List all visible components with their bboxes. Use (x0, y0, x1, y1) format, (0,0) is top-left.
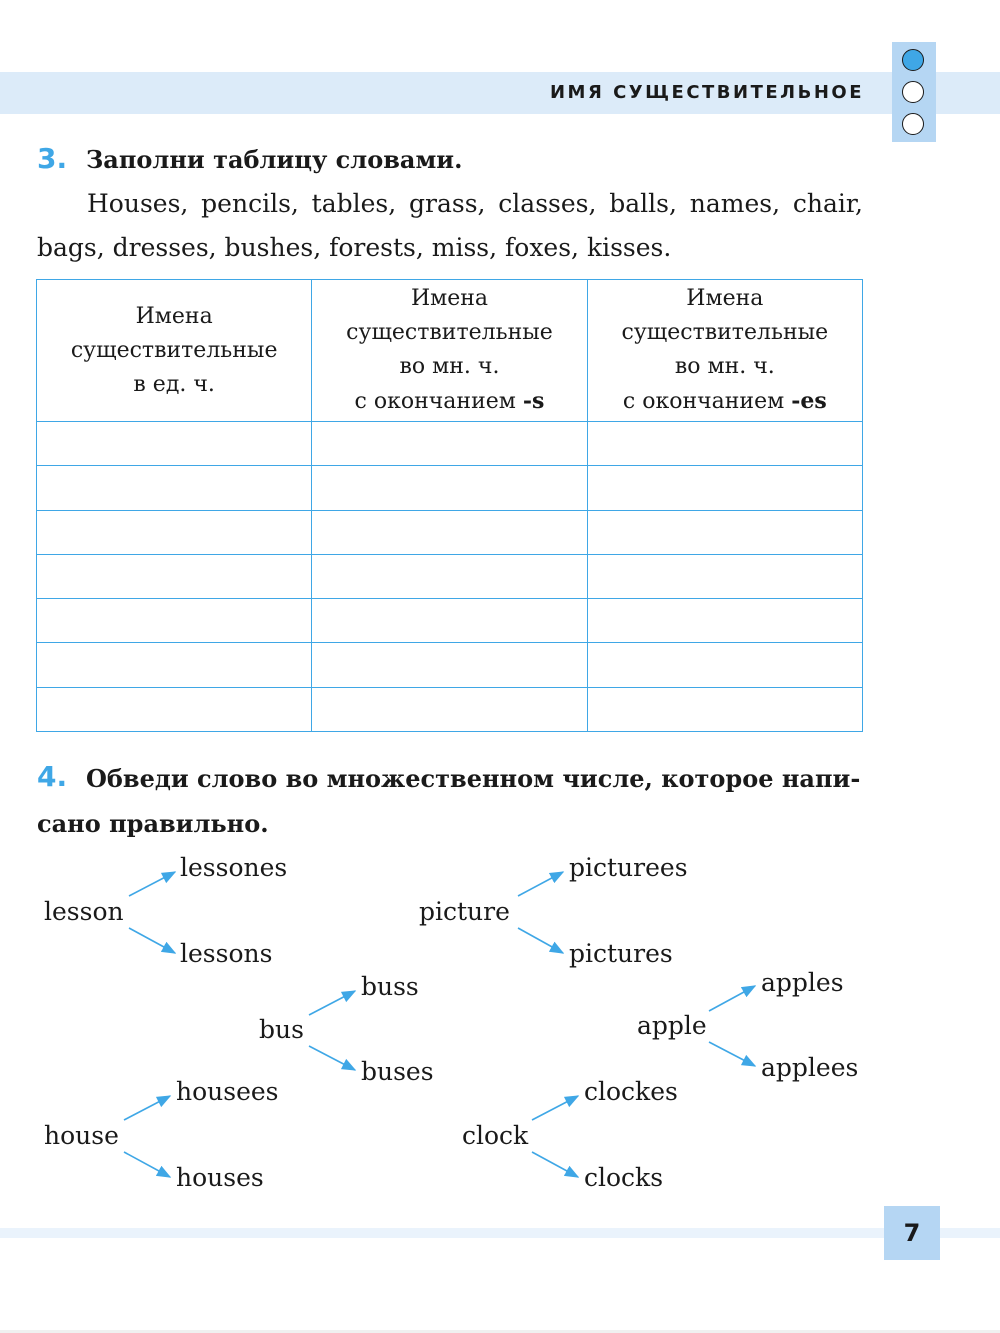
task3-title: Заполни таблицу словами. (86, 145, 463, 174)
arrow-icon (532, 1152, 578, 1177)
arrow-icon (129, 928, 175, 953)
section-title: ИМЯ СУЩЕСТВИТЕЛЬНОЕ (549, 82, 864, 103)
word-base-clock: clock (462, 1121, 529, 1150)
task3-word-list: Houses, pencils, tables, grass, classes, balls, names, chair, bags, dresses, bushes, forests, miss, foxes, kisses. (37, 189, 863, 262)
footer-band (0, 1228, 1000, 1238)
word-option-buss[interactable]: buss (361, 972, 419, 1001)
word-base-picture: picture (419, 897, 510, 926)
arrow-icon (709, 986, 755, 1011)
column-header-plural-es: Имена существительные во мн. ч. с окончанием -es (587, 280, 862, 422)
word-option-applees[interactable]: applees (761, 1053, 859, 1082)
word-base-apple: apple (637, 1011, 707, 1040)
arrow-icon (518, 928, 563, 953)
word-option-apples[interactable]: apples (761, 968, 844, 997)
word-option-pictures[interactable]: pictures (569, 939, 673, 968)
word-option-houses[interactable]: houses (176, 1163, 264, 1192)
arrow-icon (309, 991, 355, 1015)
task4-title-line1: Обведи слово во множественном числе, которое напи- (86, 764, 861, 793)
word-option-lessons[interactable]: lessons (180, 939, 273, 968)
column-header-singular: Имена существительные в ед. ч. (37, 280, 312, 422)
word-base-house: house (44, 1121, 119, 1150)
word-option-picturees[interactable]: picturees (569, 853, 688, 882)
arrow-icon (532, 1096, 578, 1120)
task4-title-line2: сано правильно. (37, 809, 269, 838)
column-header-plural-s: Имена существительные во мн. ч. с окончанием -s (312, 280, 587, 422)
task3-number: 3. (37, 142, 68, 175)
arrow-icon (124, 1152, 170, 1177)
arrow-icon (129, 872, 175, 896)
task4-number: 4. (37, 760, 68, 793)
arrow-icon (309, 1046, 355, 1070)
word-base-bus: bus (259, 1015, 304, 1044)
page-number: 7 (884, 1206, 940, 1260)
arrow-icon (124, 1096, 170, 1120)
word-option-housees[interactable]: housees (176, 1077, 279, 1106)
word-option-lessones[interactable]: lessones (180, 853, 288, 882)
word-option-buses[interactable]: buses (361, 1057, 434, 1086)
word-option-clockes[interactable]: clockes (584, 1077, 678, 1106)
word-option-clocks[interactable]: clocks (584, 1163, 664, 1192)
arrow-icon (518, 872, 563, 896)
word-base-lesson: lesson (44, 897, 124, 926)
arrow-icon (709, 1042, 755, 1066)
